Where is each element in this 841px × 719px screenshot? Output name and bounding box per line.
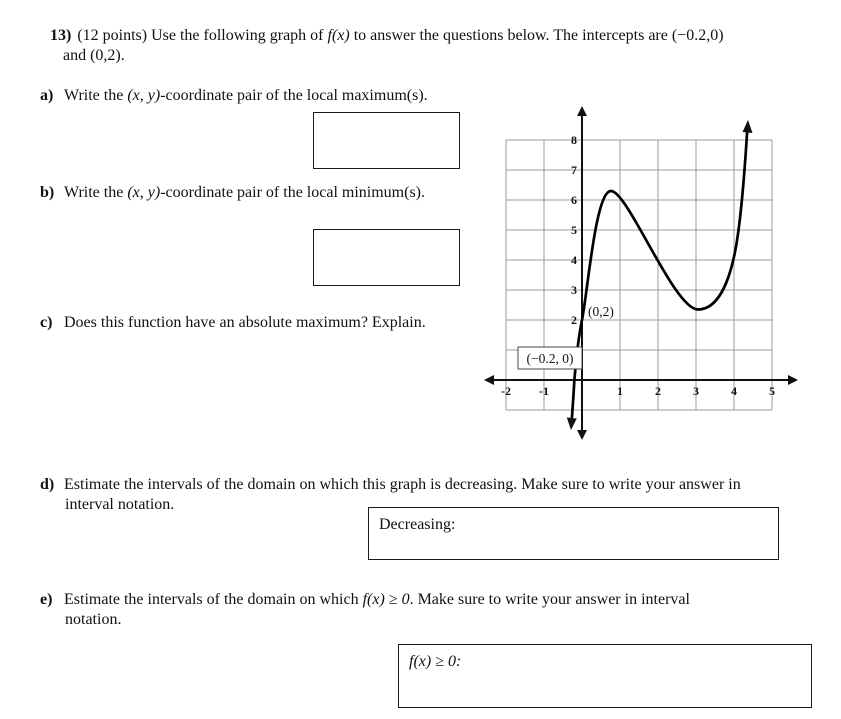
answer-box-d-label: Decreasing: (379, 516, 456, 533)
answer-box-b[interactable] (313, 229, 460, 286)
function-graph (478, 92, 808, 452)
answer-box-a[interactable] (313, 112, 460, 169)
part-a-math: (x, y) (127, 87, 161, 104)
x-tick-4: 4 (731, 384, 737, 398)
x-tick-neg2: -2 (501, 384, 511, 398)
part-a-prompt (40, 86, 428, 106)
part-d-prompt-line2 (65, 495, 174, 515)
part-e-text-post: . Make sure to write your answer in interval (409, 591, 690, 608)
part-b-label: b) (40, 184, 55, 201)
answer-box-e[interactable] (398, 644, 812, 708)
y-tick-6: 6 (571, 193, 577, 207)
question-header-line2 (63, 46, 125, 66)
part-e-text-line2: notation. (65, 611, 122, 628)
question-header-line1 (50, 26, 724, 46)
question-number: 13) (50, 27, 72, 44)
y-tick-8: 8 (571, 133, 577, 147)
part-b-math: (x, y) (127, 184, 161, 201)
x-tick-2: 2 (655, 384, 661, 398)
y-tick-5: 5 (571, 223, 577, 237)
part-d-label: d) (40, 476, 55, 493)
y-tick-2: 2 (571, 313, 577, 327)
part-e-prompt-line1 (40, 590, 690, 610)
x-axis-right-arrow-icon (788, 375, 798, 385)
question-intro-post: to answer the questions below. The intercepts are (−0.2,0) (349, 27, 724, 44)
part-e-prompt-line2 (65, 610, 121, 630)
y-axis-top-arrow-icon (577, 106, 587, 116)
part-d-text-line1: Estimate the intervals of the domain on which this graph is decreasing. Make sure to write your answer in (64, 476, 741, 493)
fx-curve (572, 126, 748, 423)
answer-box-d[interactable] (368, 507, 779, 560)
part-a-text-pre: Write the (64, 87, 128, 104)
curve-bottom-arrow-icon (567, 418, 577, 431)
y-tick-3: 3 (571, 283, 577, 297)
x-intercept-label: (−0.2, 0) (526, 351, 574, 366)
y-intercept-label: (0,2) (588, 304, 614, 319)
x-tick-1: 1 (617, 384, 623, 398)
y-tick-4: 4 (571, 253, 577, 267)
question-intro-line2: and (0,2). (63, 47, 125, 64)
question-fx: f(x) (327, 27, 350, 44)
part-d-text-line2: interval notation. (65, 496, 175, 513)
part-b-prompt (40, 183, 425, 203)
part-e-math: f(x) ≥ 0 (362, 591, 410, 608)
x-tick-3: 3 (693, 384, 699, 398)
part-b-text-pre: Write the (64, 184, 128, 201)
part-a-label: a) (40, 87, 54, 104)
y-axis-bottom-arrow-icon (577, 430, 587, 440)
y-tick-7: 7 (571, 163, 577, 177)
part-e-text-pre: Estimate the intervals of the domain on which (64, 591, 363, 608)
x-tick-neg1: -1 (539, 384, 549, 398)
part-e-label: e) (40, 591, 53, 608)
part-a-text-post: -coordinate pair of the local maximum(s). (160, 87, 428, 104)
x-tick-5: 5 (769, 384, 775, 398)
curve-top-arrow-icon (743, 120, 753, 133)
part-c-prompt (40, 313, 426, 333)
part-c-text: Does this function have an absolute maximum? Explain. (64, 314, 426, 331)
answer-box-e-label: f(x) ≥ 0: (409, 653, 462, 670)
question-intro-pre: (12 points) Use the following graph of (77, 27, 328, 44)
graph-svg (478, 92, 808, 452)
part-d-prompt-line1 (40, 475, 741, 495)
x-axis-left-arrow-icon (484, 375, 494, 385)
part-b-text-post: -coordinate pair of the local minimum(s). (160, 184, 425, 201)
part-c-label: c) (40, 314, 53, 331)
